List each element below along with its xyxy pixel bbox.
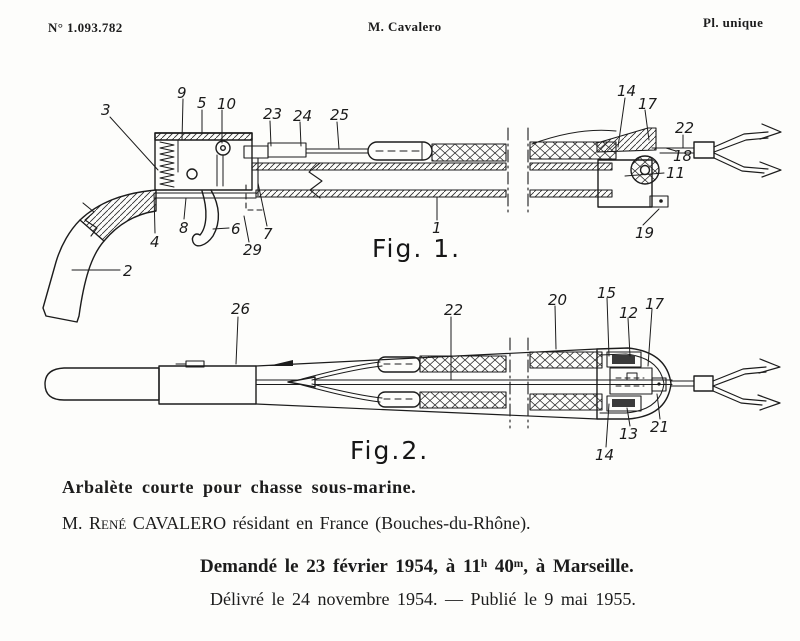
fig1-part-label-5: 5 bbox=[197, 94, 207, 112]
fig2-part-label-15: 15 bbox=[597, 284, 617, 302]
fig1-part-label-29: 29 bbox=[243, 241, 263, 259]
fig2-part-label-14: 14 bbox=[595, 446, 615, 464]
fig1-caption: Fig. 1. bbox=[372, 234, 462, 263]
fig2-speargun-top-view bbox=[45, 295, 780, 447]
fig1-speargun-side-view bbox=[43, 94, 781, 322]
fig2-part-label-26: 26 bbox=[231, 300, 251, 318]
fig2-part-label-13: 13 bbox=[619, 425, 639, 443]
fig1-part-label-22: 22 bbox=[675, 119, 695, 137]
fig1-part-label-4: 4 bbox=[150, 233, 160, 251]
fig1-part-label-17: 17 bbox=[638, 95, 658, 113]
fig1-part-label-7: 7 bbox=[263, 225, 273, 243]
inventor-prefix: M. bbox=[62, 513, 90, 533]
fig2-part-label-12: 12 bbox=[619, 304, 639, 322]
fig1-part-label-3: 3 bbox=[101, 101, 111, 119]
fig1-part-label-23: 23 bbox=[263, 105, 283, 123]
fig1-part-label-18: 18 bbox=[673, 147, 693, 165]
inventor-line bbox=[62, 513, 531, 534]
fig1-part-label-6: 6 bbox=[231, 220, 241, 238]
fig1-part-label-9: 9 bbox=[177, 84, 187, 102]
fig1-part-label-11: 11 bbox=[666, 164, 686, 182]
fig1-part-label-2: 2 bbox=[123, 262, 133, 280]
fig1-part-label-1: 1 bbox=[432, 219, 442, 237]
plate-label: Pl. unique bbox=[703, 15, 764, 30]
fig2-part-label-22: 22 bbox=[444, 301, 464, 319]
fig1-part-label-8: 8 bbox=[179, 219, 189, 237]
fig1-part-label-25: 25 bbox=[330, 106, 350, 124]
fig1-part-label-14: 14 bbox=[617, 82, 637, 100]
fig1-part-label-24: 24 bbox=[293, 107, 313, 125]
author-name: M. Cavalero bbox=[368, 19, 442, 34]
fig2-part-label-17: 17 bbox=[645, 295, 665, 313]
fig1-part-label-10: 10 bbox=[217, 95, 237, 113]
invention-title: Arbalète courte pour chasse sous-marine. bbox=[62, 477, 417, 497]
issued-line: Délivré le 24 novembre 1954. — Publié le 9 mai 1955. bbox=[210, 589, 636, 609]
patent-number: N° 1.093.782 bbox=[48, 20, 123, 35]
inventor-rest: CAVALERO résidant en France (Bouches-du-Rhône). bbox=[126, 513, 531, 533]
fig2-part-label-20: 20 bbox=[548, 291, 568, 309]
inventor-given-name: René bbox=[89, 513, 127, 533]
fig2-part-label-21: 21 bbox=[650, 418, 670, 436]
filed-line: Demandé le 23 février 1954, à 11ʰ 40ᵐ, à Marseille. bbox=[200, 556, 634, 577]
fig2-caption: Fig.2. bbox=[350, 436, 430, 465]
fig1-part-label-19: 19 bbox=[635, 224, 655, 242]
